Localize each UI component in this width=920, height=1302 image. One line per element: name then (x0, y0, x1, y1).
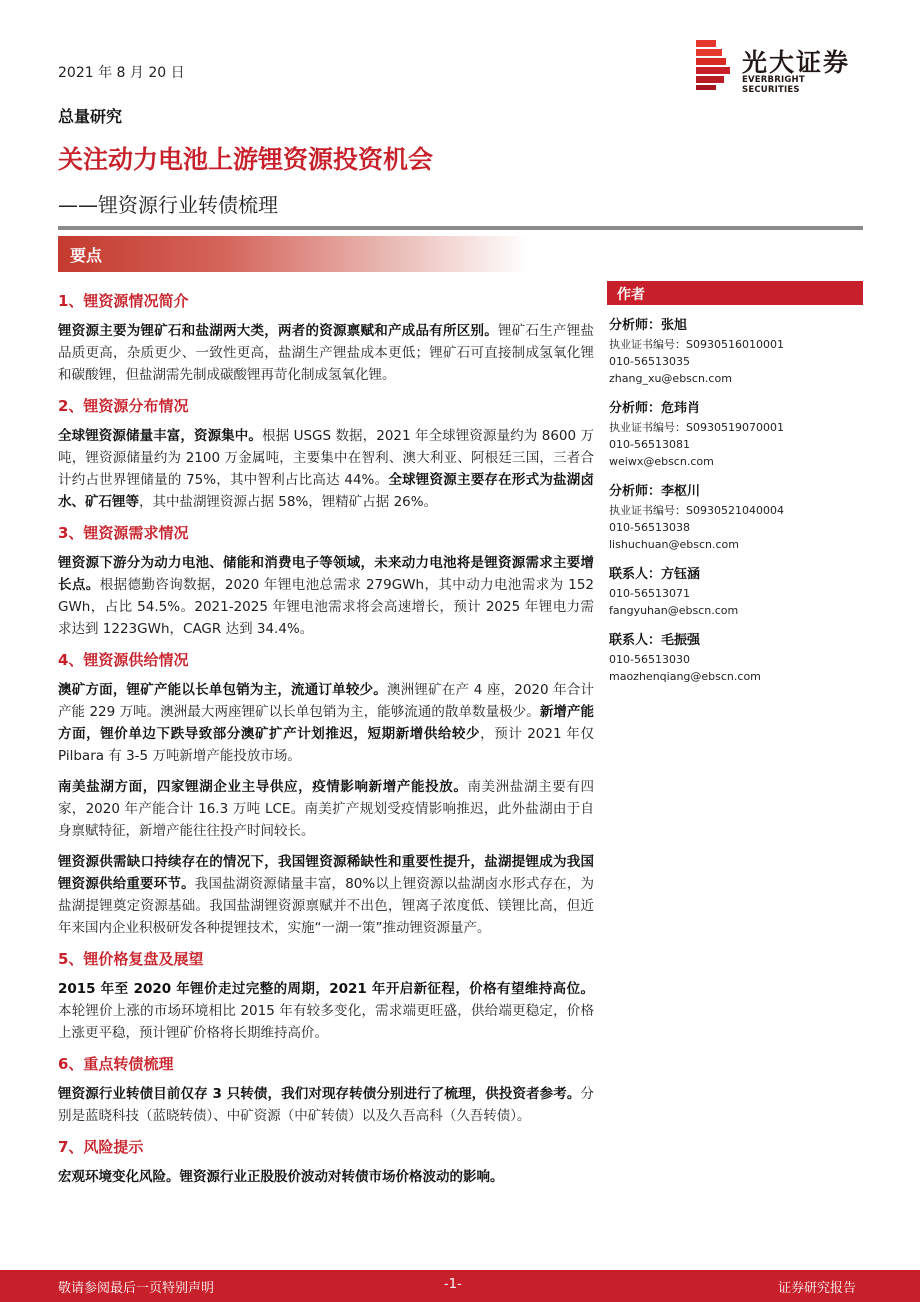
paragraph-text: 根据德勤咨询数据，2020 年锂电池总需求 279GWh，其中动力电池需求为 152 GWh，占比 54.5%。2021-2025 年锂电池需求将会高速增长，预计 2025 年锂电力需求达到 1223GWh，CAGR 达到 34.4%。 (58, 577, 594, 637)
paragraph-key-sentence: 宏观环境变化风险。锂资源行业正股股价波动对转债市场价格波动的影响。 (58, 1169, 504, 1185)
key-points-banner (58, 236, 528, 272)
paragraph-text: 根据 USGS 数据，2021 年全球锂资源量约为 8600 万吨，锂资源储量约为 2100 万金属吨，主要集中在智利、澳大利亚、阿根廷三国，三者合计约占世界锂储量的 75%，其中智利占比高达 44%。 (58, 428, 595, 488)
key-points-label: 要点 (70, 246, 103, 265)
author-cert: 执业证书编号：S0930516010001 (609, 338, 784, 351)
author-entry (609, 316, 863, 387)
section-paragraph (58, 978, 594, 1044)
section-heading: 6、重点转债梳理 (58, 1055, 174, 1073)
page-footer (0, 1270, 920, 1302)
everbright-logo (694, 40, 864, 94)
author-entry (609, 399, 863, 470)
paragraph-text: 分别是蓝晓科技（蓝晓转债）、中矿资源（中矿转债）以及久吾高科（久吾转债）。 (58, 1086, 594, 1124)
paragraph-key-sentence: 全球锂资源储量丰富，资源集中。 (58, 428, 262, 444)
author-email[interactable]: weiwx@ebscn.com (609, 455, 714, 468)
section-heading: 5、锂价格复盘及展望 (58, 950, 204, 968)
author-email[interactable]: zhang_xu@ebscn.com (609, 372, 732, 385)
author-name: 联系人：毛振强 (609, 633, 701, 648)
paragraph-key-sentence: 锂资源下游分为动力电池、储能和消费电子等领域，未来动力电池将是锂资源需求主要增长点。 (58, 555, 594, 593)
footer-disclaimer: 敬请参阅最后一页特别声明 (58, 1281, 215, 1296)
section-paragraph (58, 552, 594, 640)
report-body (58, 290, 594, 1197)
author-email[interactable]: maozhenqiang@ebscn.com (609, 670, 761, 683)
author-cert: 执业证书编号：S0930521040004 (609, 504, 784, 517)
section-heading: 4、锂资源供给情况 (58, 651, 189, 669)
author-name: 分析师：李枢川 (609, 484, 701, 499)
author-phone: 010-56513081 (609, 438, 690, 451)
paragraph-key-sentence: 2015 年至 2020 年锂价走过完整的周期，2021 年开启新征程，价格有望维持高位。 (58, 981, 594, 997)
section-heading: 1、锂资源情况简介 (58, 292, 189, 310)
author-name: 联系人：方钰涵 (609, 567, 701, 582)
section-paragraph (58, 1166, 594, 1188)
author-name: 分析师：危玮肖 (609, 401, 701, 416)
section-paragraph (58, 1083, 594, 1127)
report-date: 2021 年 8 月 20 日 (58, 65, 185, 81)
section-paragraph (58, 320, 594, 386)
logo-chinese-name: 光大证券 (742, 48, 851, 77)
author-section-title: 作者 (617, 287, 645, 303)
paragraph-key-sentence: 全球锂资源主要存在形式为盐湖卤水、矿石锂等 (58, 472, 595, 510)
section-heading: 3、锂资源需求情况 (58, 524, 189, 542)
footer-report-type: 证券研究报告 (777, 1281, 856, 1296)
header-divider (58, 226, 863, 230)
paragraph-key-sentence: 新增产能方面，锂价单边下跌导致部分澳矿扩产计划推迟，短期新增供给较少 (58, 704, 594, 742)
section-paragraph (58, 679, 594, 767)
author-entry (609, 482, 863, 553)
report-title: 关注动力电池上游锂资源投资机会 (58, 145, 434, 174)
report-subtitle: ——锂资源行业转债梳理 (58, 193, 278, 217)
paragraph-text: 澳洲锂矿在产 4 座，2020 年合计产能 229 万吨。澳洲最大两座锂矿以长单包销为主，能够流通的散单数量极少。 (58, 682, 594, 720)
paragraph-text: 锂矿石生产锂盐品质更高，杂质更少、一致性更高，盐湖生产锂盐成本更低；锂矿石可直接制成氢氧化锂和碳酸锂，但盐湖需先制成碳酸锂再苛化制成氢氧化锂。 (58, 323, 594, 383)
section-paragraph (58, 776, 594, 842)
section-heading: 7、风险提示 (58, 1138, 144, 1156)
author-entry (609, 565, 863, 619)
page-number: -1- (444, 1277, 462, 1292)
author-phone: 010-56513071 (609, 587, 690, 600)
section-paragraph (58, 425, 594, 513)
paragraph-key-sentence: 锂资源行业转债目前仅存 3 只转债，我们对现存转债分别进行了梳理，供投资者参考。 (58, 1086, 581, 1102)
author-phone: 010-56513030 (609, 653, 690, 666)
author-name: 分析师：张旭 (609, 318, 688, 333)
report-category: 总量研究 (58, 107, 123, 126)
author-email[interactable]: fangyuhan@ebscn.com (609, 604, 739, 617)
author-phone: 010-56513038 (609, 521, 690, 534)
author-list (609, 316, 863, 697)
paragraph-key-sentence: 澳矿方面，锂矿产能以长单包销为主，流通订单较少。 (58, 682, 387, 698)
paragraph-text: 本轮锂价上涨的市场环境相比 2015 年有较多变化，需求端更旺盛，供给端更稳定，价格上涨更平稳，预计锂矿价格将长期维持高价。 (58, 1003, 594, 1041)
paragraph-key-sentence: 南美盐湖方面，四家锂湖企业主导供应，疫情影响新增产能投放。 (58, 779, 468, 795)
paragraph-text: ，预计 2021 年仅 Pilbara 有 3-5 万吨新增产能投放市场。 (58, 726, 594, 764)
section-heading: 2、锂资源分布情况 (58, 397, 189, 415)
section-paragraph (58, 851, 594, 939)
author-phone: 010-56513035 (609, 355, 690, 368)
paragraph-text: 我国盐湖资源储量丰富，80%以上锂资源以盐湖卤水形式存在，为盐湖提锂奠定资源基础。我国盐湖锂资源禀赋并不出色，锂离子浓度低、镁锂比高，但近年来国内企业积极研发各种提锂技术，实施“一湖一策”推动锂资源量产。 (58, 876, 595, 936)
everbright-logo-icon (694, 40, 730, 90)
author-email[interactable]: lishuchuan@ebscn.com (609, 538, 739, 551)
paragraph-text: ，其中盐湖锂资源占据 58%，锂精矿占据 26%。 (139, 494, 438, 510)
author-cert: 执业证书编号：S0930519070001 (609, 421, 784, 434)
paragraph-text: 南美洲盐湖主要有四家，2020 年产能合计 16.3 万吨 LCE。南美扩产规划受疫情影响推迟，此外盐湖由于自身禀赋特征，新增产能往往投产时间较长。 (58, 779, 595, 839)
paragraph-key-sentence: 锂资源主要为锂矿石和盐湖两大类，两者的资源禀赋和产成品有所区别。 (58, 323, 498, 339)
paragraph-key-sentence: 锂资源供需缺口持续存在的情况下，我国锂资源稀缺性和重要性提升，盐湖提锂成为我国锂资源供给重要环节。 (58, 854, 594, 892)
logo-english-name: EVERBRIGHT SECURITIES (742, 75, 805, 95)
author-section-header (607, 281, 863, 305)
author-entry (609, 631, 863, 685)
